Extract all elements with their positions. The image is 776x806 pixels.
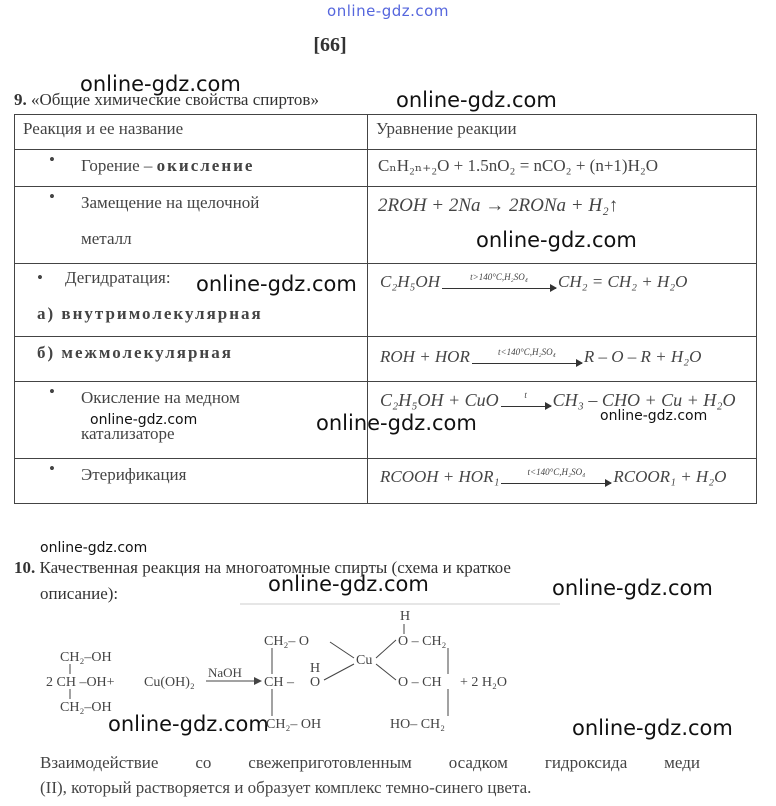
watermark: online-gdz.com bbox=[40, 540, 148, 556]
table-row: • Замещение на щелочной металл 2ROH + 2Na → 2RONa + H₂↑ bbox=[15, 187, 757, 264]
svg-text:CH –: CH – bbox=[264, 675, 294, 690]
watermark: online-gdz.com bbox=[90, 412, 198, 428]
watermark: online-gdz.com bbox=[80, 72, 241, 96]
q10-heading bbox=[14, 558, 511, 578]
svg-text:O – CH₂: O – CH₂ bbox=[398, 634, 447, 649]
header-reaction: Реакция и ее название bbox=[15, 115, 368, 150]
watermark: online-gdz.com bbox=[600, 408, 708, 424]
watermark: online-gdz.com bbox=[108, 712, 269, 736]
equation: C₂H₅OH t>140°C,H₂SO₄ CH₂ = CH₂ + H₂O bbox=[380, 271, 688, 291]
svg-text:CH₂– OH: CH₂– OH bbox=[266, 717, 322, 732]
equation: RCOOH + HOR₁ t<140°C,H₂SO₄ RCOOR₁ + H₂O bbox=[380, 466, 727, 486]
q10-number: 10. bbox=[14, 558, 36, 577]
watermark: online-gdz.com bbox=[396, 88, 557, 112]
svg-text:O – CH: O – CH bbox=[398, 675, 442, 690]
reagent-text: Cu(OH)₂ bbox=[144, 675, 195, 690]
svg-text:O: O bbox=[310, 675, 321, 690]
q9-heading bbox=[14, 90, 319, 110]
table-header-row bbox=[15, 115, 757, 150]
watermark: online-gdz.com bbox=[316, 411, 477, 435]
equation: CₙH₂ₙ₊₂O + 1.5nO₂ = nCO₂ + (n+1)H₂O bbox=[378, 156, 659, 175]
table-row: • Дегидратация: а) внутримолекулярная C₂H₅OH t>140°C,H₂SO₄ CH₂ = CH₂ + H₂O bbox=[15, 264, 757, 337]
q9-number: 9. bbox=[14, 90, 27, 109]
watermark-top: online-gdz.com bbox=[327, 2, 449, 20]
equation: C₂H₅OH + CuO t CH₃ – CHO + Cu + H₂O bbox=[380, 390, 736, 410]
svg-text:CH₂– O: CH₂– O bbox=[264, 634, 309, 649]
equation: 2ROH + 2Na → 2RONa + H₂↑ bbox=[378, 195, 619, 216]
table-row: • Этерификация RCOOH + HOR₁ t<140°C,H₂SO₄ RCOOR₁ + H₂O bbox=[15, 459, 757, 504]
table-row: б) межмолекулярная ROH + HOR t<140°C,H₂SO₄ R – O – R + H₂O bbox=[15, 337, 757, 382]
q10-description: Взаимодействие со свежеприготовленным осадком гидроксида меди (II), который растворяется и образует комплекс темно-синего цвета. bbox=[40, 753, 700, 797]
svg-text:H: H bbox=[400, 609, 411, 624]
svg-text:2 CH –OH+: 2 CH –OH+ bbox=[46, 675, 115, 690]
q9-title: «Общие химические свойства спиртов» bbox=[31, 90, 319, 109]
reaction-scheme bbox=[40, 600, 560, 748]
product-tail: + 2 H₂O bbox=[460, 675, 507, 690]
page-number: [66] bbox=[313, 34, 347, 56]
header-equation: Уравнение реакции bbox=[368, 115, 757, 150]
table-row: • Окисление на медном катализаторе C₂H₅OH + CuO t CH₃ – CHO + Cu + H₂O bbox=[15, 382, 757, 459]
watermark: online-gdz.com bbox=[476, 228, 637, 252]
svg-text:CH₂–OH: CH₂–OH bbox=[60, 700, 112, 715]
equation: ROH + HOR t<140°C,H₂SO₄ R – O – R + H₂O bbox=[380, 346, 702, 366]
watermark: online-gdz.com bbox=[268, 572, 429, 596]
svg-text:CH₂–OH: CH₂–OH bbox=[60, 650, 112, 665]
svg-text:Cu: Cu bbox=[356, 653, 373, 668]
watermark: online-gdz.com bbox=[196, 272, 357, 296]
catalyst-text: NaOH bbox=[208, 665, 242, 680]
watermark: online-gdz.com bbox=[572, 716, 733, 740]
svg-text:HO– CH₂: HO– CH₂ bbox=[390, 717, 446, 732]
reactions-table bbox=[14, 114, 757, 504]
svg-text:H: H bbox=[310, 661, 321, 676]
q10-title-line2: описание): bbox=[40, 584, 119, 603]
watermark: online-gdz.com bbox=[552, 576, 713, 600]
q10-title-line1: Качественная реакция на многоатомные спирты (схема и краткое bbox=[39, 558, 511, 577]
table-row: • Горение – окисление CₙH₂ₙ₊₂O + 1.5nO₂ = nCO₂ + (n+1)H₂O bbox=[15, 150, 757, 187]
